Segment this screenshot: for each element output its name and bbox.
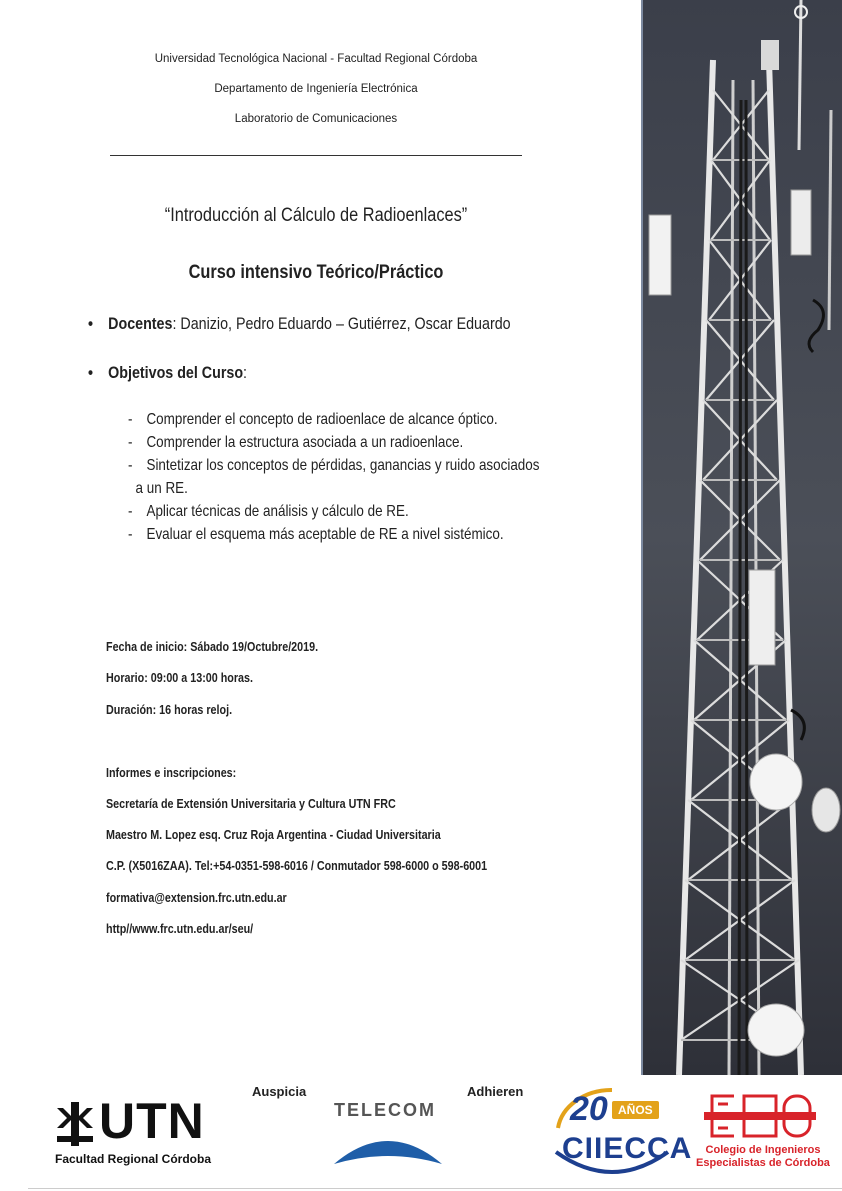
header-divider — [110, 155, 522, 156]
ciiecca-years-label: AÑOS — [612, 1101, 659, 1119]
utn-logo — [55, 1093, 235, 1171]
telecom-logo — [330, 1100, 446, 1170]
docentes-value: : Danizio, Pedro Eduardo – Gutiérrez, Oscar Eduardo — [172, 314, 511, 333]
colegio-logo — [688, 1090, 838, 1172]
adhieren-label: Adhieren — [467, 1084, 524, 1099]
ciiecca-years-number: 20 — [570, 1090, 608, 1128]
footer-divider — [28, 1188, 842, 1189]
colegio-emblem-icon — [704, 1090, 816, 1142]
email-link[interactable]: formativa@extension.frc.utn.edu.ar — [106, 891, 287, 905]
horario: Horario: 09:00 a 13:00 horas. — [106, 671, 253, 685]
lab-name: Laboratorio de Comunicaciones — [234, 113, 398, 125]
ciiecca-name: CIIECCA — [562, 1132, 693, 1165]
direccion: Maestro M. Lopez esq. Cruz Roja Argentina - Ciudad Universitaria — [106, 828, 441, 842]
fecha-inicio: Fecha de inicio: Sábado 19/Octubre/2019. — [106, 640, 319, 654]
objectives-list — [128, 408, 558, 546]
university-name: Universidad Tecnológica Nacional - Facultad Regional Córdoba — [154, 53, 478, 65]
auspicia-label: Auspicia — [252, 1084, 307, 1099]
list-item: - Aplicar técnicas de análisis y cálculo de RE. — [128, 503, 409, 520]
department-name: Departamento de Ingeniería Electrónica — [214, 83, 418, 95]
telefono: C.P. (X5016ZAA). Tel:+54-0351-598-6016 / Conmutador 598-6000 o 598-6001 — [106, 859, 488, 873]
objetivos-label: Objetivos del Curso — [108, 363, 244, 382]
list-item: - Comprender el concepto de radioenlace de alcance óptico. — [128, 411, 498, 428]
objetivos-suffix: : — [243, 363, 248, 382]
telecom-swoosh-icon — [330, 1126, 446, 1166]
informes-heading: Informes e inscripciones: — [106, 766, 237, 780]
telecom-wordmark: TELECOM — [334, 1100, 436, 1120]
list-item: - Sintetizar los conceptos de pérdidas, ganancias y ruido asociados — [128, 457, 540, 474]
list-item-continuation: a un RE. — [135, 480, 188, 497]
course-subtitle: Curso intensivo Teórico/Práctico — [188, 262, 444, 283]
docentes-label: Docentes — [108, 314, 173, 333]
list-item: - Comprender la estructura asociada a un radioenlace. — [128, 434, 464, 451]
bullet-icon: • — [88, 363, 94, 382]
colegio-name-line1: Colegio de Ingenieros — [705, 1144, 821, 1156]
duracion: Duración: 16 horas reloj. — [106, 703, 233, 717]
course-title: “Introducción al Cálculo de Radioenlaces” — [164, 205, 468, 226]
utn-emblem-icon — [55, 1102, 95, 1146]
list-item: - Evaluar el esquema más aceptable de RE a nivel sistémico. — [128, 526, 504, 543]
antenna-tower-image — [641, 0, 842, 1075]
secretaria: Secretaría de Extensión Universitaria y Cultura UTN FRC — [106, 797, 396, 811]
bullet-icon: • — [88, 314, 94, 333]
utn-wordmark: UTN — [99, 1093, 205, 1149]
docentes-row — [88, 314, 511, 334]
ciiecca-logo — [552, 1088, 693, 1180]
colegio-name-line2: Especialistas de Córdoba — [696, 1157, 830, 1169]
utn-subtitle: Facultad Regional Córdoba — [55, 1152, 212, 1166]
objetivos-row — [88, 363, 247, 383]
web-link[interactable]: http//www.frc.utn.edu.ar/seu/ — [106, 922, 254, 936]
